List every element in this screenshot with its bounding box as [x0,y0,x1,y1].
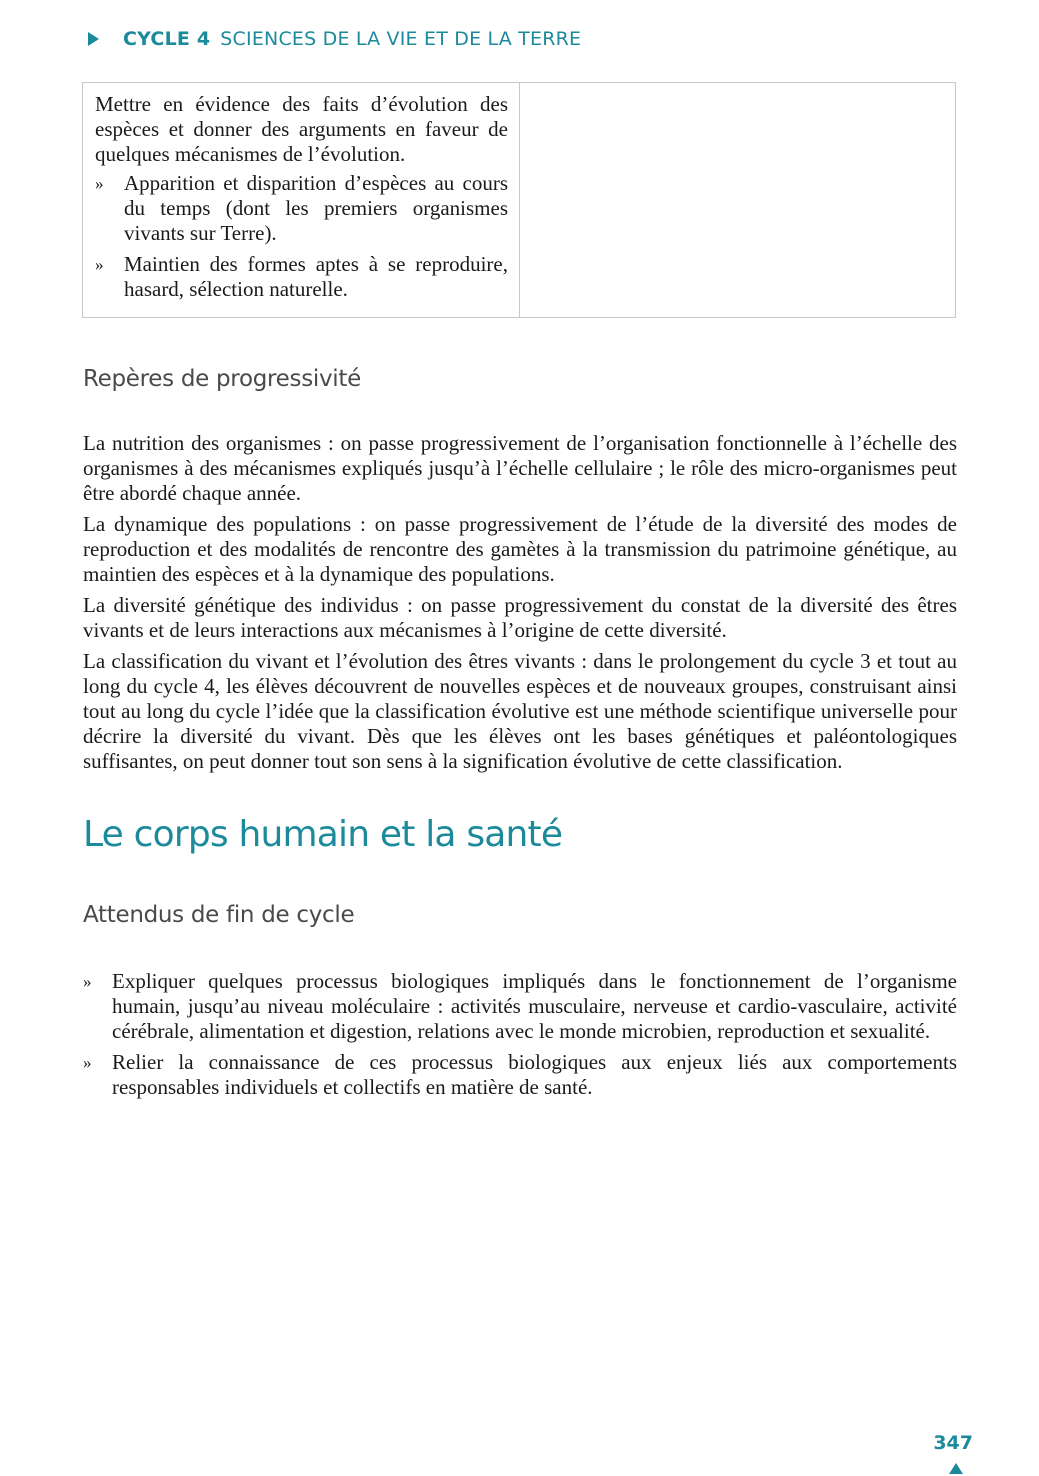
competence-table [82,82,956,318]
list-item [83,969,957,1044]
paragraph: La nutrition des organismes : on passe progressivement de l’organisation fonctionnelle à l’échelle des organismes à des mécanismes expliqués jusqu’à l’échelle cellulaire ; le rôle des micro-organismes peut être abordé chaque année. [83,431,957,505]
bullet-marker: » [83,1053,92,1072]
attendus-list [83,969,957,1106]
list-item [83,1050,957,1100]
table-cell-right [520,83,955,317]
reperes-body [83,431,957,780]
section-subheading: Attendus de fin de cycle [83,902,355,928]
header-cycle: CYCLE 4 [123,28,211,50]
reperes-heading: Repères de progressivité [83,366,361,392]
header-subject: SCIENCES DE LA VIE ET DE LA TERRE [220,28,582,50]
paragraph: La classification du vivant et l’évolution des êtres vivants : dans le prolongement du cycle 3 et tout au long du cycle 4, les élèves découvrent de nouvelles espèces et de nouveaux groupes, construisant ainsi tout au long du cycle l’idée que la classification évolutive est une méthode scientifique universelle pour décrire la diversité du vivant. Dès que les élèves ont les bases génétiques et paléontologiques suffisantes, on peut donner tout son sens à la signification évolutive de cette classification. [83,649,957,773]
running-header [88,26,581,52]
bullet-marker: » [95,255,104,274]
list-item-text: Maintien des formes aptes à se reproduire, hasard, sélection naturelle. [124,252,508,301]
list-item [95,252,508,302]
list-item [95,171,508,246]
table-intro: Mettre en évidence des faits d’évolution des espèces et donner des arguments en faveur de quelques mécanismes de l’évolution. [95,92,508,166]
paragraph: La diversité génétique des individus : on passe progressivement du constat de la diversité des êtres vivants et de leurs interactions aux mécanismes à l’origine de cette diversité. [83,593,957,642]
bullet-marker: » [95,174,104,193]
table-cell-left [83,83,520,317]
bullet-marker: » [83,972,92,991]
play-triangle-icon [88,32,99,46]
list-item-text: Expliquer quelques processus biologiques impliqués dans le fonctionnement de l’organisme humain, jusqu’au niveau moléculaire : activités musculaire, nerveuse et cardio-vasculaire, activité cérébrale, alimentation et digestion, relations avec le monde microbien, reproduction et sexualité. [112,969,957,1043]
paragraph: La dynamique des populations : on passe progressivement de l’étude de la diversité des modes de reproduction et des modalités de rencontre des gamètes à la transmission du patrimoine génétique, au maintien des espèces et à la dynamique des populations. [83,512,957,586]
page-number: 347 [933,1432,973,1454]
up-triangle-icon [949,1463,963,1474]
list-item-text: Relier la connaissance de ces processus biologiques aux enjeux liés aux comportements responsables individuels et collectifs en matière de santé. [112,1050,957,1099]
section-title: Le corps humain et la santé [83,814,563,855]
table-bullet-list [95,171,508,302]
list-item-text: Apparition et disparition d’espèces au cours du temps (dont les premiers organismes vivants sur Terre). [124,171,508,245]
